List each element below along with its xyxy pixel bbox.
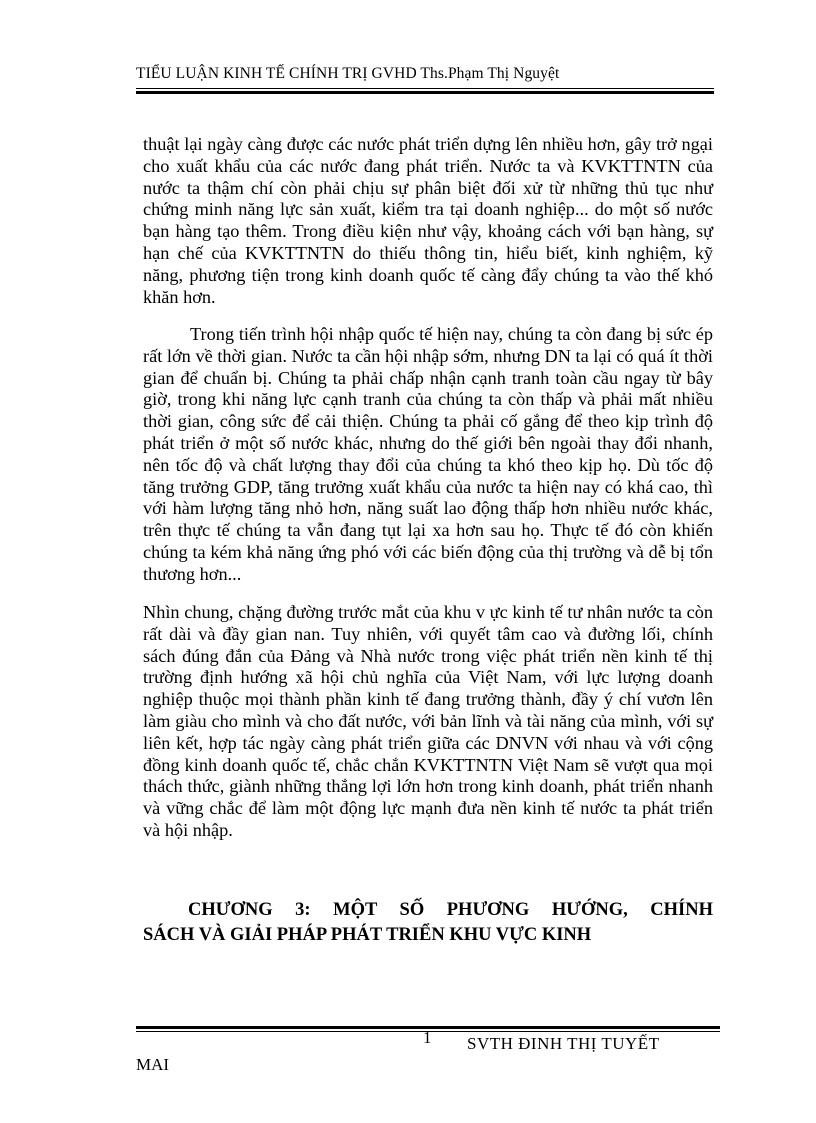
body-paragraph-3: Nhìn chung, chặng đường trước mắt của khu v ực kinh tế tư nhân nước ta còn rất dài và đầy gian nan. Tuy nhiên, với quyết tâm cao và đường lối, chính sách đúng đắn của Đảng và Nhà nước trong việc phát triển nền kinh tế thị trường định hướng xã hội chủ nghĩa của Việt Nam, với lực lượng doanh nghiệp thuộc mọi thành phần kinh tế đang trưởng thành, đầy ý chí vươn lên làm giàu cho mình và cho đất nước, với bản lĩnh và tài năng của mình, với sự liên kết, hợp tác ngày càng phát triển giữa các DNVN với nhau và với cộng đồng kinh doanh quốc tế, chắc chắn KVKTTNTN Việt Nam sẽ vượt qua mọi thách thức, giành những thắng lợi lớn hơn trong kinh doanh, phát triển nhanh và vững chắc để làm một động lực mạnh đưa nền kinh tế nước ta phát triển và hội nhập. — [143, 602, 713, 840]
chapter-heading-line-2: SÁCH VÀ GIẢI PHÁP PHÁT TRIỂN KHU VỰC KINH — [143, 925, 592, 945]
header-rule-thin — [136, 88, 714, 89]
chapter-heading — [143, 898, 713, 948]
header-rule-thick — [136, 91, 714, 94]
body-paragraph-1: thuật lại ngày càng được các nước phát triển dựng lên nhiều hơn, gây trở ngại cho xuất khẩu của các nước đang phát triển. Nước ta và KVKTTNTN của nước ta thậm chí còn phải chịu sự phân biệt đối xử từ những thủ tục như chứng minh năng lực sản xuất, kiểm tra tại doanh nghiệp... do một số nước bạn hàng tạo thêm. Trong điều kiện như vậy, khoảng cách với bạn hàng, sự hạn chế của KVKTTNTN do thiếu thông tin, hiểu biết, kinh nghiệm, kỹ năng, phương tiện trong kinh doanh quốc tế càng đẩy chúng ta vào thế khó khăn hơn. — [143, 134, 713, 307]
footer-author-continued: MAI — [136, 1055, 170, 1074]
chapter-heading-line-1: CHƯƠNG 3: MỘT SỐ PHƯƠNG HƯỚNG, CHÍNH — [188, 900, 713, 920]
body-paragraph-2: Trong tiến trình hội nhập quốc tế hiện nay, chúng ta còn đang bị sức ép rất lớn về thời gian. Nước ta cần hội nhập sớm, nhưng DN ta lại có quá ít thời gian để chuẩn bị. Chúng ta phải chấp nhận cạnh tranh toàn cầu ngay từ bây giờ, trong khi năng lực cạnh tranh của chúng ta còn thấp và phải mất nhiều thời gian, công sức để cải thiện. Chúng ta phải cố gắng để theo kịp trình độ phát triển ở một số nước khác, nhưng do thế giới bên ngoài thay đổi nhanh, nên tốc độ và chất lượng thay đổi của chúng ta khó theo kịp họ. Dù tốc độ tăng trưởng GDP, tăng trưởng xuất khẩu của nước ta hiện nay có khá cao, thì với hàm lượng tăng nhỏ hơn, năng suất lao động thấp hơn nhiều nước khác, trên thực tế chúng ta vẫn đang tụt lại xa hơn sau họ. Thực tế đó còn khiến chúng ta kém khả năng ứng phó với các biến động của thị trường và dễ bị tổn thương hơn... — [143, 324, 713, 584]
footer-author: SVTH ĐINH THỊ TUYẾT — [467, 1034, 660, 1053]
page-header: TIỂU LUẬN KINH TẾ CHÍNH TRỊ GVHD Ths.Phạm Thị Nguyệt — [136, 65, 560, 82]
page-number: 1 — [423, 1028, 432, 1047]
